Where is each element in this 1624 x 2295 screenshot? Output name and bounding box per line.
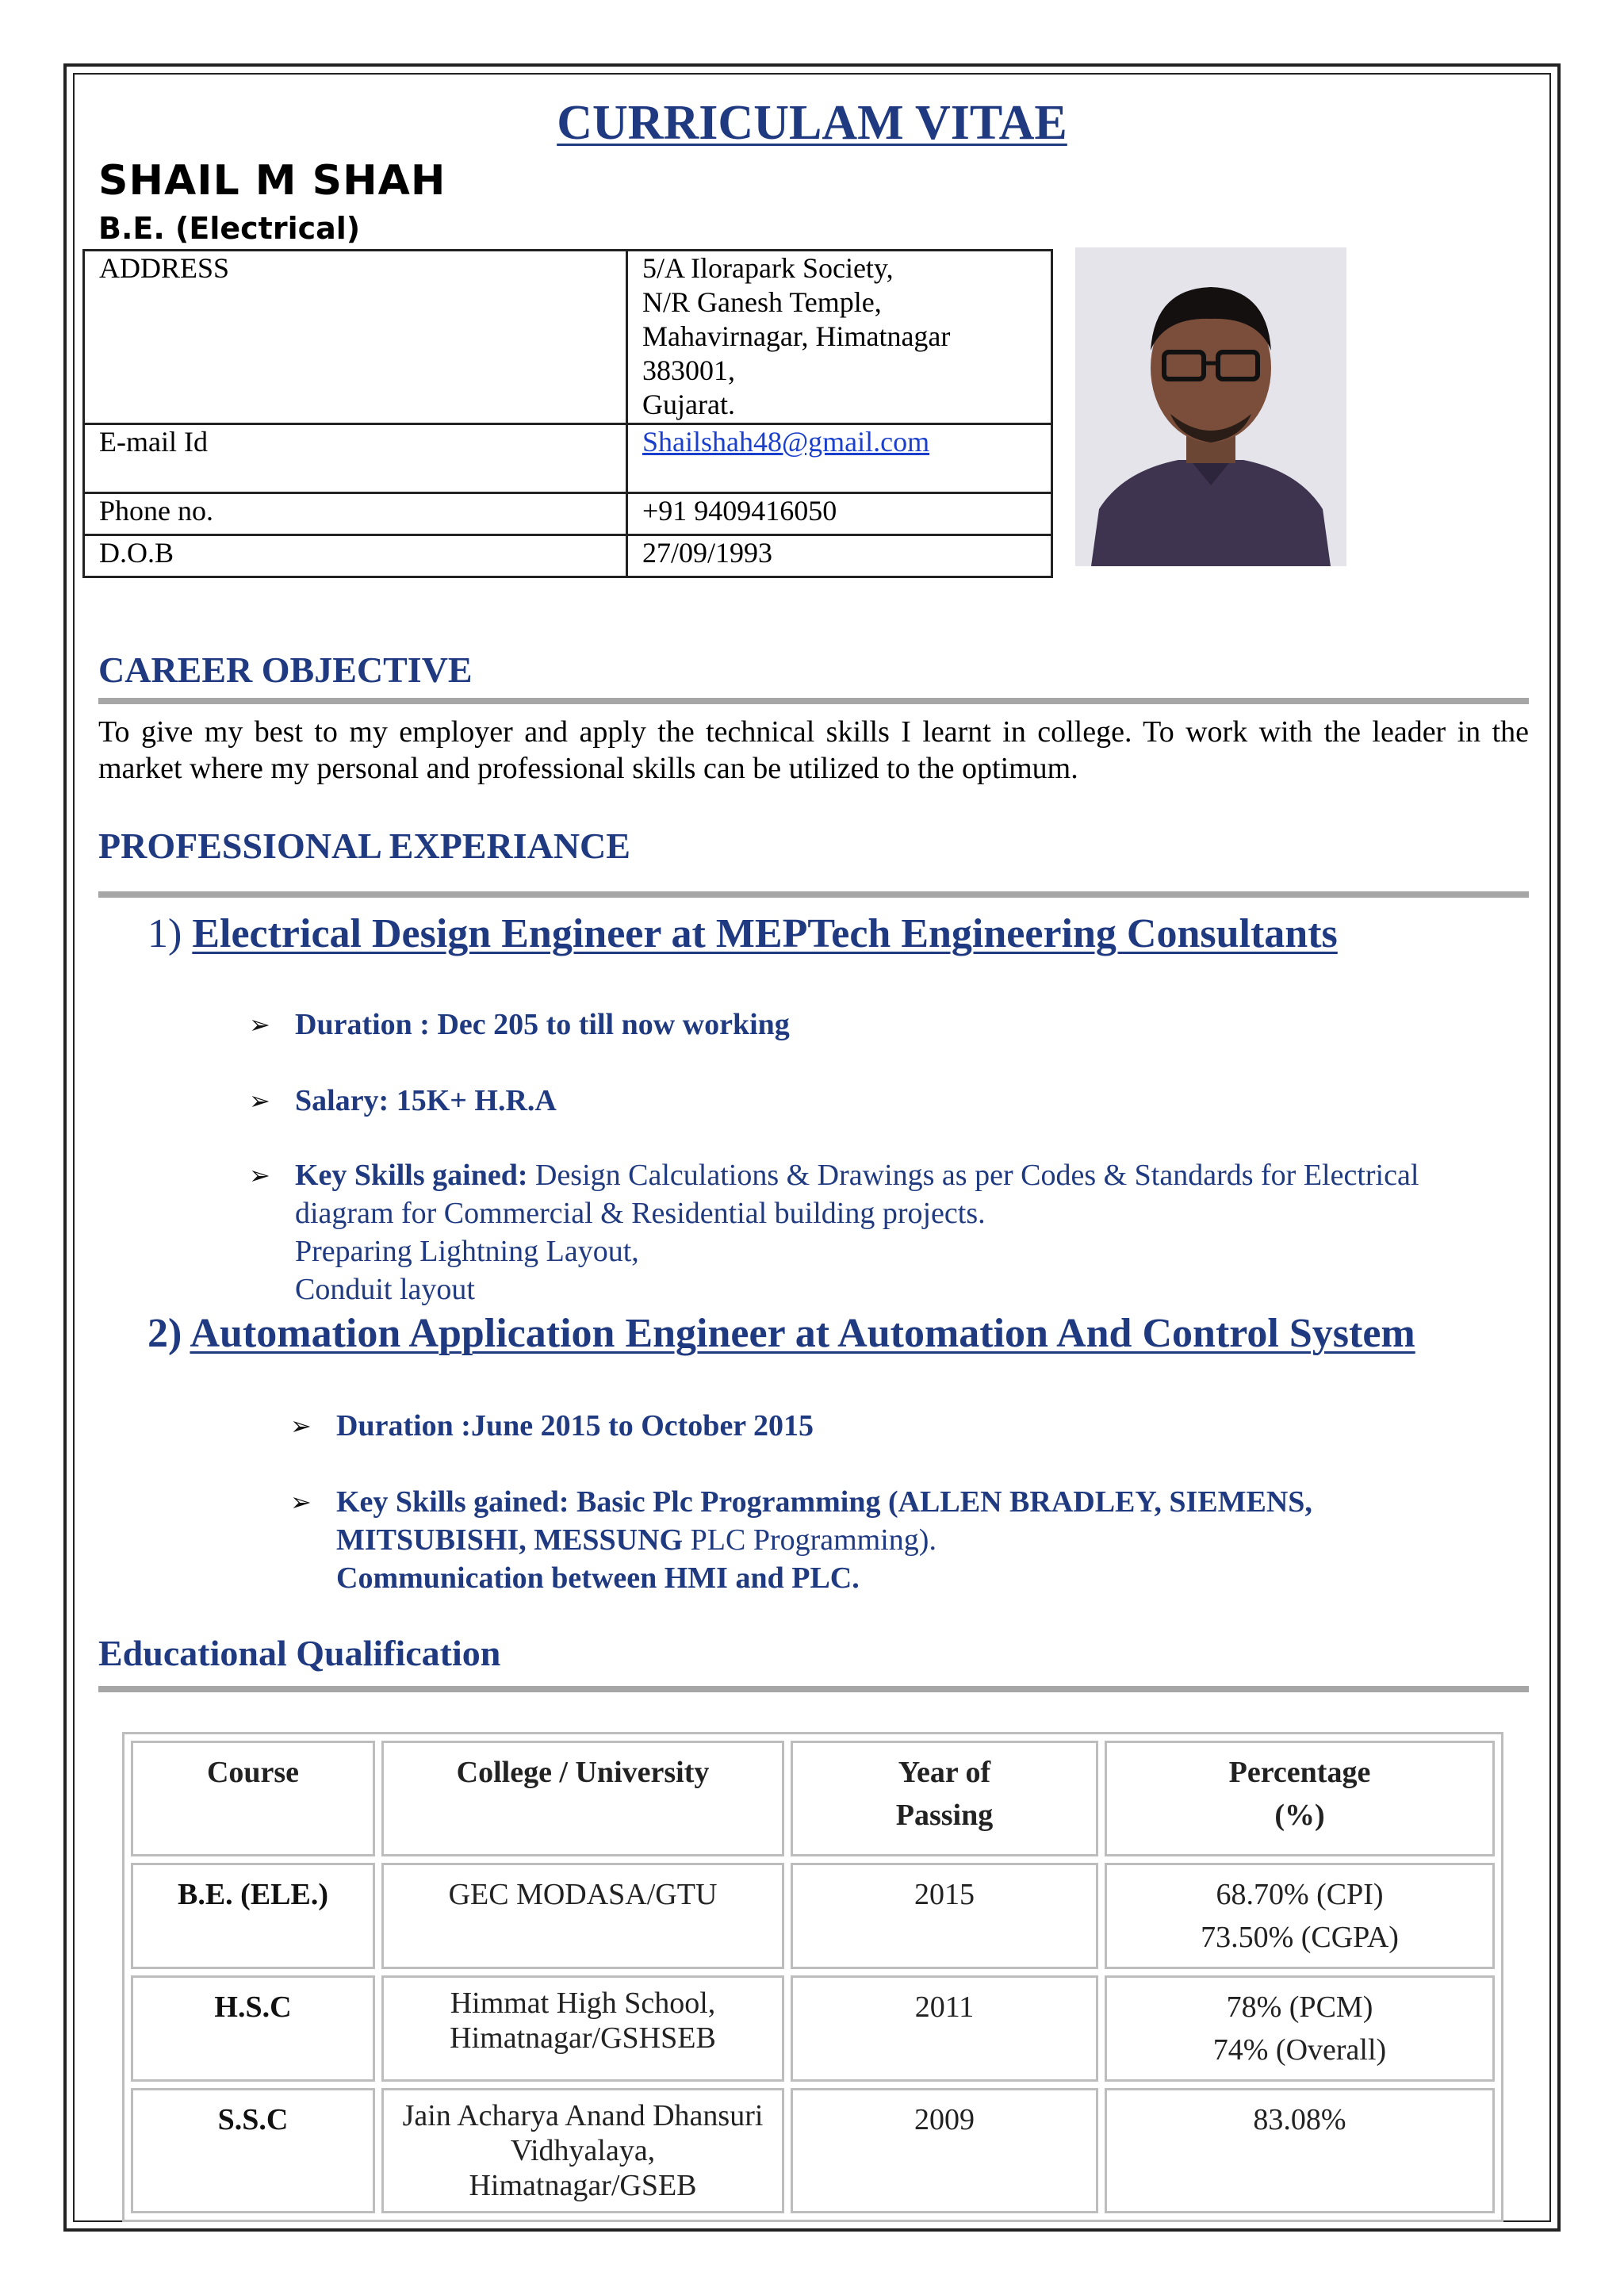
education-heading: Educational Qualification [98,1633,501,1673]
address-value: 5/A Ilorapark Society, N/R Ganesh Temple, Mahavirnagar, Himatnagar 383001, Gujarat. [627,251,1052,424]
job-1-duration: ➢ Duration : Dec 205 to till now working [295,1006,1484,1044]
job-2-skills: ➢ Key Skills gained: Basic Plc Programming (ALLEN BRADLEY, SIEMENS, MITSUBISHI, MESSUNG PLC Programming). Communication between HMI and PLC. [336,1483,1446,1597]
arrow-bullet-icon: ➢ [290,1487,312,1517]
arrow-bullet-icon: ➢ [249,1010,270,1040]
section-divider [98,698,1529,704]
email-value [627,424,1052,493]
col-college: College / University [381,1741,784,1856]
table-row [84,251,1052,424]
job-1-salary: ➢ Salary: 15K+ H.R.A [295,1082,1484,1120]
job-2-heading: 2) Automation Application Engineer at Automation And Control System [147,1311,1415,1356]
document-title: CURRICULAM VITAE [557,96,1067,150]
table-row [84,424,1052,493]
col-course: Course [131,1741,375,1856]
phone-label: Phone no. [84,493,627,535]
table-row: S.S.C Jain Acharya Anand Dhansuri Vidhyalaya, Himatnagar/GSEB 2009 83.08% [131,2088,1495,2213]
dob-label: D.O.B [84,535,627,577]
phone-value: +91 9409416050 [627,493,1052,535]
candidate-name: SHAIL M SHAH [98,157,446,205]
col-percentage: Percentage (%) [1105,1741,1495,1856]
dob-value: 27/09/1993 [627,535,1052,577]
job-2-title: Automation Application Engineer at Automation And Control System [190,1311,1415,1356]
table-row [84,535,1052,577]
career-objective-text: To give my best to my employer and apply the technical skills I learnt in college. To work with the leader in the market where my personal and professional skills can be utilized to the optimum. [98,715,1529,785]
col-year: Year of Passing [791,1741,1098,1856]
email-label: E-mail Id [84,424,627,493]
table-row: H.S.C Himmat High School, Himatnagar/GSHSEB 2011 78% (PCM) 74% (Overall) [131,1975,1495,2082]
candidate-degree: B.E. (Electrical) [98,211,361,246]
table-row: B.E. (ELE.) GEC MODASA/GTU 2015 68.70% (CPI) 73.50% (CGPA) [131,1863,1495,1969]
arrow-bullet-icon: ➢ [249,1160,270,1190]
job-2-duration: ➢ Duration :June 2015 to October 2015 [336,1407,1486,1445]
contact-table [82,249,1053,578]
section-divider [98,891,1529,898]
section-divider [98,1686,1529,1692]
arrow-bullet-icon: ➢ [290,1411,312,1441]
profile-photo-illustration [1075,247,1346,566]
job-1-title: Electrical Design Engineer at MEPTech Engineering Consultants [192,911,1338,956]
job-1-skills: ➢ Key Skills gained: Design Calculations & Drawings as per Codes & Standards for Electrical diagram for Commercial & Residential building projects. Preparing Lightning Layout, Conduit layout [295,1156,1508,1308]
job-1-heading: 1) Electrical Design Engineer at MEPTech Engineering Consultants [147,911,1338,956]
education-table [122,1732,1503,2222]
professional-experience-heading: PROFESSIONAL EXPERIANCE [98,826,630,866]
profile-photo [1075,247,1346,566]
table-header-row [131,1741,1495,1856]
email-link[interactable]: Shailshah48@gmail.com [642,426,930,458]
table-row [84,493,1052,535]
career-objective-heading: CAREER OBJECTIVE [98,649,473,690]
address-label: ADDRESS [84,251,627,424]
arrow-bullet-icon: ➢ [249,1086,270,1116]
